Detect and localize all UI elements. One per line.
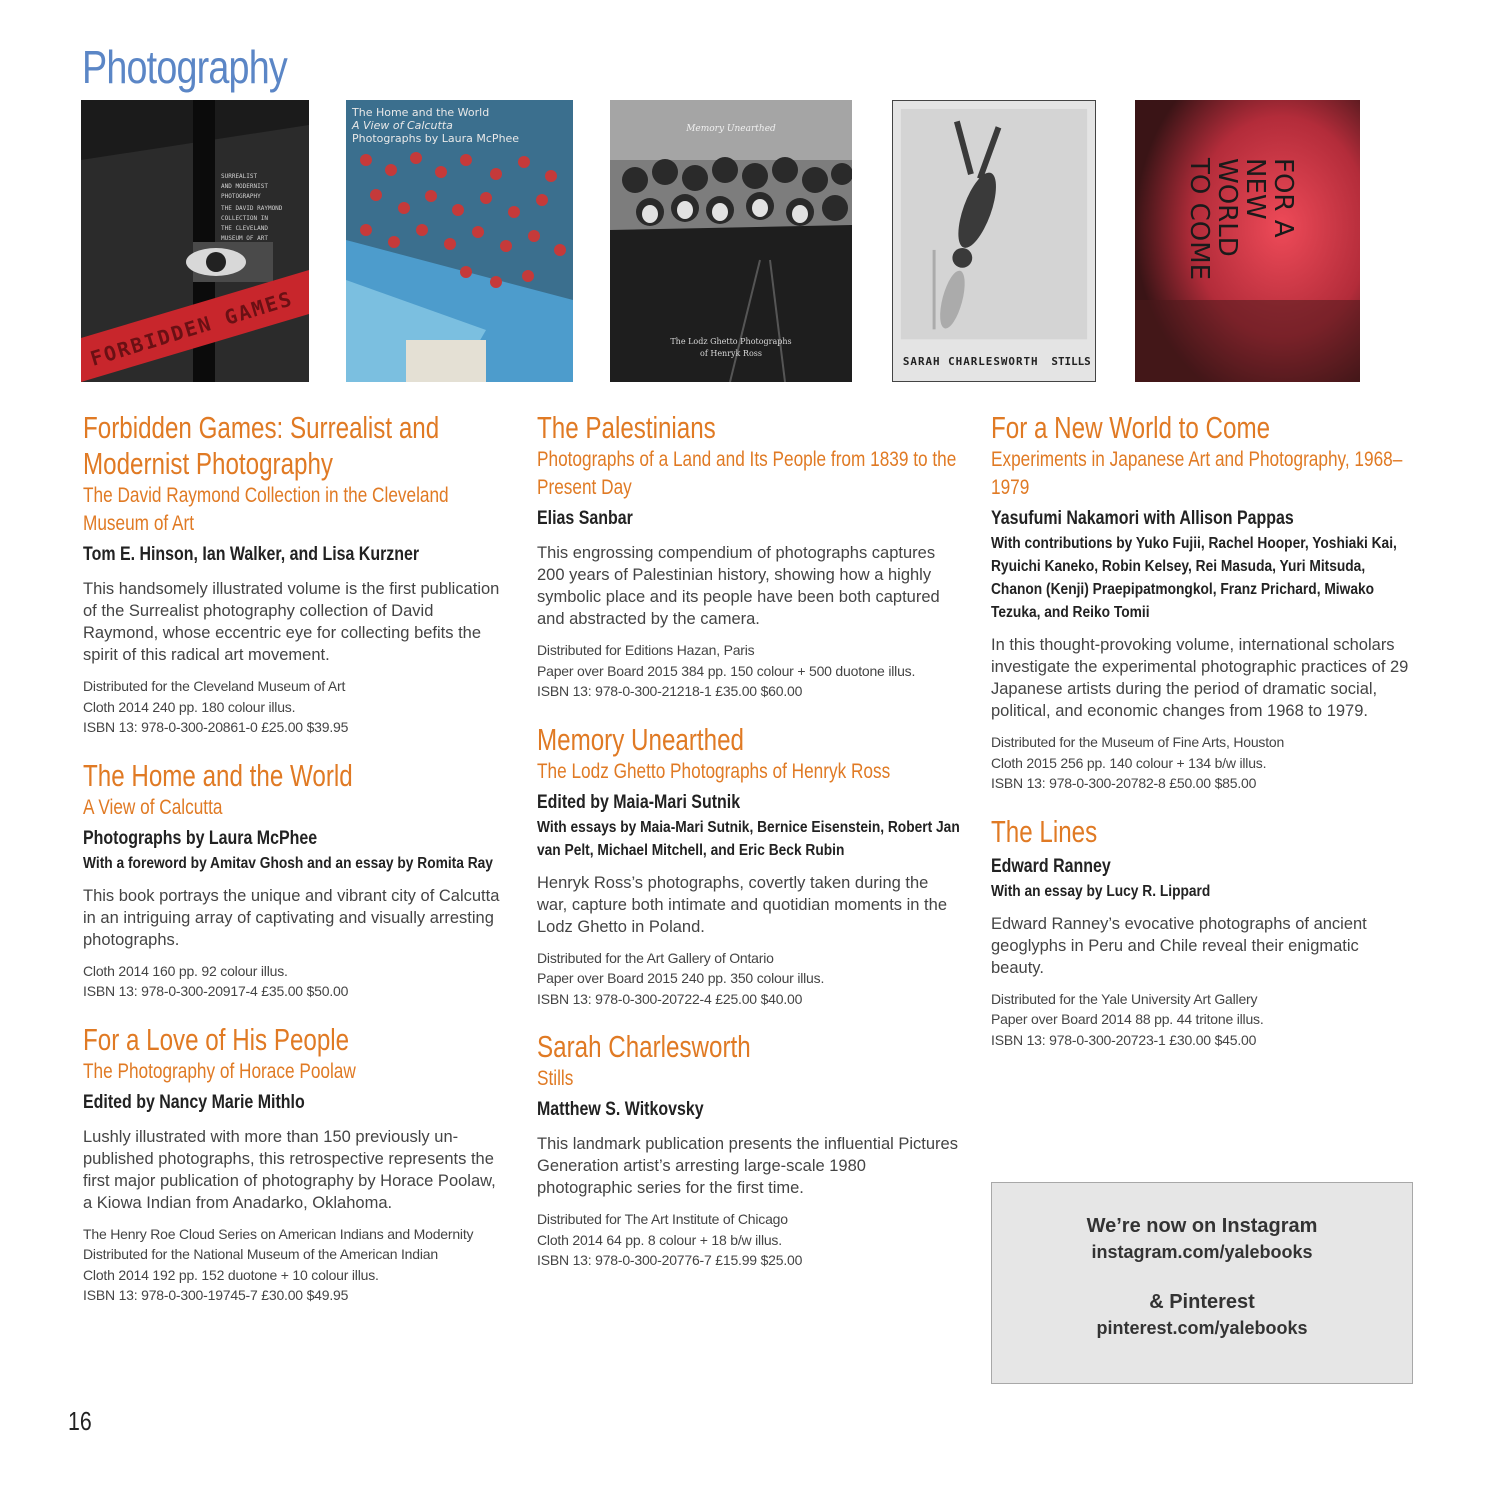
meta-line: Distributed for the Art Gallery of Ontario (537, 949, 774, 966)
book-subtitle: Photographs of a Land and Its People from 1839 to the Present Day (537, 448, 957, 499)
meta-line: ISBN 13: 978-0-300-19745-7 £30.00 $49.95 (83, 1287, 349, 1303)
cover-text: FOR A (1268, 158, 1298, 238)
cover-forbidden-games (81, 100, 309, 382)
book-meta (537, 948, 961, 1010)
cover-small-text: THE DAVID RAYMOND (221, 205, 283, 212)
instagram-heading: We’re now on Instagram (1086, 1215, 1318, 1237)
cover-small-text: COLLECTION IN (221, 215, 268, 222)
meta-line: ISBN 13: 978-0-300-20722-4 £25.00 $40.00 (537, 990, 803, 1007)
book-author: Edited by Maia-Mari Sutnik (537, 791, 741, 813)
cover-memory-unearthed (610, 100, 852, 382)
cover-small-text: SURREALIST (221, 173, 258, 180)
book-meta (83, 961, 501, 1002)
entry-home-and-world (83, 758, 501, 1002)
cover-text: SARAH CHARLESWORTH (902, 355, 1039, 369)
meta-line: Cloth 2014 64 pp. 8 colour + 18 b/w illus. (537, 1231, 782, 1248)
book-description: Edward Ranney’s evocative photographs of ancient geoglyphs in Peru and Chile reveal their enigmatic beauty. (991, 914, 1367, 977)
cover-small-text: AND MODERNIST (221, 183, 268, 190)
entry-palestinians (537, 410, 961, 702)
column-left (83, 410, 501, 1326)
meta-line: ISBN 13: 978-0-300-20861-0 £25.00 $39.95 (83, 719, 349, 735)
book-subtitle: The Photography of Horace Poolaw (83, 1059, 356, 1083)
meta-line: ISBN 13: 978-0-300-20723-1 £30.00 $45.00 (991, 1031, 1257, 1048)
entry-new-world (991, 410, 1415, 794)
book-description: This engrossing compendium of photographs captures 200 years of Palestinian history, showing how a highly symbolic place and its people have been both captured and abstracted by the camera. (537, 544, 940, 628)
book-title: The Home and the World (83, 757, 353, 793)
column-right (991, 410, 1415, 1070)
book-description: Henryk Ross’s photographs, covertly taken during the war, capture both intimate and quotidian moments in the Lodz Ghetto in Poland. (537, 873, 947, 936)
meta-line: ISBN 13: 978-0-300-20782-8 £50.00 $85.00 (991, 775, 1257, 791)
section-title: Photography (82, 41, 287, 93)
entry-forbidden-games (83, 410, 501, 738)
book-description: Lushly illustrated with more than 150 previously un-published photographs, this retrospective represents the first major publication of photography by Horace Poolaw, a Kiowa Indian from Anadarko, Oklahoma. (83, 1127, 496, 1212)
book-description: This handsomely illustrated volume is the first publication of the Surrealist photography collection of David Raymond, whose eccentric eye for collecting befits the spirit of this radical art movement. (83, 580, 500, 664)
cover-text: The Lodz Ghetto Photographs (670, 337, 792, 346)
book-title: For a Love of His People (83, 1021, 350, 1057)
book-meta (83, 676, 501, 738)
meta-line: Paper over Board 2015 384 pp. 150 colour + 500 duotone illus. (537, 662, 916, 679)
pinterest-link[interactable]: pinterest.com/yalebooks (1096, 1318, 1308, 1338)
book-subtitle: A View of Calcutta (83, 795, 223, 819)
meta-line: Cloth 2014 192 pp. 152 duotone + 10 colour illus. (83, 1266, 379, 1283)
cover-charlesworth-stills (892, 100, 1096, 382)
entry-love-of-his-people (83, 1022, 501, 1306)
meta-line: The Henry Roe Cloud Series on American Indians and Modernity (83, 1225, 474, 1242)
book-author: Edward Ranney (991, 855, 1111, 877)
book-author: Edited by Nancy Marie Mithlo (83, 1091, 305, 1113)
book-title: For a New World to Come (991, 410, 1271, 445)
page-number: 16 (68, 1406, 92, 1436)
cover-text: TO COME (1184, 158, 1214, 281)
cover-text: A View of Calcutta (352, 119, 453, 132)
cover-text: Memory Unearthed (686, 124, 776, 134)
meta-line: ISBN 13: 978-0-300-20776-7 £15.99 $25.00 (537, 1252, 803, 1268)
book-meta (991, 989, 1415, 1051)
book-contributors: With an essay by Lucy R. Lippard (991, 882, 1211, 900)
cover-title-text: FORBIDDEN GAMES (87, 286, 296, 371)
cover-text: Photographs by Laura McPhee (352, 132, 520, 145)
meta-line: Distributed for The Art Institute of Chicago (537, 1211, 788, 1227)
meta-line: Distributed for the Yale University Art Gallery (991, 990, 1258, 1007)
cover-text: NEW (1240, 158, 1270, 220)
column-middle (537, 410, 961, 1291)
book-title: Sarah Charlesworth (537, 1029, 751, 1064)
book-meta (537, 640, 961, 702)
book-contributors: With essays by Maia-Mari Sutnik, Bernice Eisenstein, Robert Jan van Pelt, Michael Mitchell, and Eric Beck Rubin (537, 818, 960, 859)
meta-line: Paper over Board 2014 88 pp. 44 tritone illus. (991, 1011, 1264, 1027)
meta-line: Cloth 2014 160 pp. 92 colour illus. (83, 962, 288, 979)
book-subtitle: Experiments in Japanese Art and Photography, 1968–1979 (991, 448, 1403, 499)
cover-small-text: PHOTOGRAPHY (221, 193, 261, 200)
meta-line: Cloth 2014 240 pp. 180 colour illus. (83, 698, 296, 715)
book-title: Memory Unearthed (537, 721, 744, 757)
pinterest-heading: & Pinterest (1149, 1291, 1255, 1313)
book-title: The Lines (991, 813, 1098, 849)
book-description: In this thought-provoking volume, international scholars investigate the experimental photographic practices of 29 Japanese artists during the period of dramatic social, political, and economic changes from 1968 to 1979. (991, 636, 1409, 720)
cover-small-text: MUSEUM OF ART (221, 235, 268, 242)
book-description: This book portrays the unique and vibrant city of Calcutta in an intriguing array of captivating and visually arresting photographs. (83, 886, 500, 949)
book-author: Tom E. Hinson, Ian Walker, and Lisa Kurzner (83, 544, 420, 565)
meta-line: ISBN 13: 978-0-300-20917-4 £35.00 $50.00 (83, 983, 349, 999)
cover-new-world (1135, 100, 1360, 382)
book-description: This landmark publication presents the influential Pictures Generation artist’s arresting large-scale 1980 photographic series for the first time. (537, 1135, 958, 1197)
entry-memory-unearthed (537, 722, 961, 1010)
cover-small-text: THE CLEVELAND (221, 225, 268, 232)
meta-line: Distributed for Editions Hazan, Paris (537, 642, 755, 658)
book-subtitle: The David Raymond Collection in the Cleveland Museum of Art (83, 484, 449, 535)
cover-text: STILLS (1051, 355, 1091, 369)
book-title: The Palestinians (537, 410, 716, 445)
book-author: Elias Sanbar (537, 508, 633, 529)
book-subtitle: The Lodz Ghetto Photographs of Henryk Ross (537, 759, 891, 783)
book-subtitle: Stills (537, 1067, 574, 1090)
book-author: Matthew S. Witkovsky (537, 1099, 704, 1120)
meta-line: Cloth 2015 256 pp. 140 colour + 134 b/w illus. (991, 754, 1267, 771)
meta-line: ISBN 13: 978-0-300-21218-1 £35.00 $60.00 (537, 683, 803, 699)
cover-home-and-world (346, 100, 573, 382)
entry-sarah-charlesworth (537, 1029, 961, 1271)
social-promo-box (991, 1182, 1413, 1384)
cover-text: The Home and the World (352, 106, 490, 119)
cover-text: WORLD (1212, 158, 1242, 257)
book-author: Photographs by Laura McPhee (83, 827, 318, 849)
instagram-link[interactable]: instagram.com/yalebooks (1091, 1242, 1313, 1262)
meta-line: Distributed for the National Museum of the American Indian (83, 1246, 438, 1262)
book-author: Yasufumi Nakamori with Allison Pappas (991, 508, 1294, 529)
book-contributors: With contributions by Yuko Fujii, Rachel Hooper, Yoshiaki Kai, Ryuichi Kaneko, Robin Kelsey, Rei Masuda, Yuri Mitsuda, Chanon (Kenji) Praepipatmongkol, Franz Prichard, Miwako Tezuka, and Reiko Tomii (991, 535, 1397, 621)
book-meta (991, 732, 1415, 794)
book-meta (83, 1224, 501, 1306)
meta-line: Distributed for the Museum of Fine Arts, Houston (991, 734, 1285, 750)
book-meta (537, 1209, 961, 1271)
book-contributors: With a foreword by Amitav Ghosh and an essay by Romita Ray (83, 854, 493, 872)
cover-text: of Henryk Ross (700, 349, 762, 358)
meta-line: Paper over Board 2015 240 pp. 350 colour illus. (537, 970, 825, 986)
entry-the-lines (991, 814, 1415, 1051)
meta-line: Distributed for the Cleveland Museum of Art (83, 678, 346, 694)
book-title: Forbidden Games: Surrealist and Modernist Photography (83, 410, 440, 481)
